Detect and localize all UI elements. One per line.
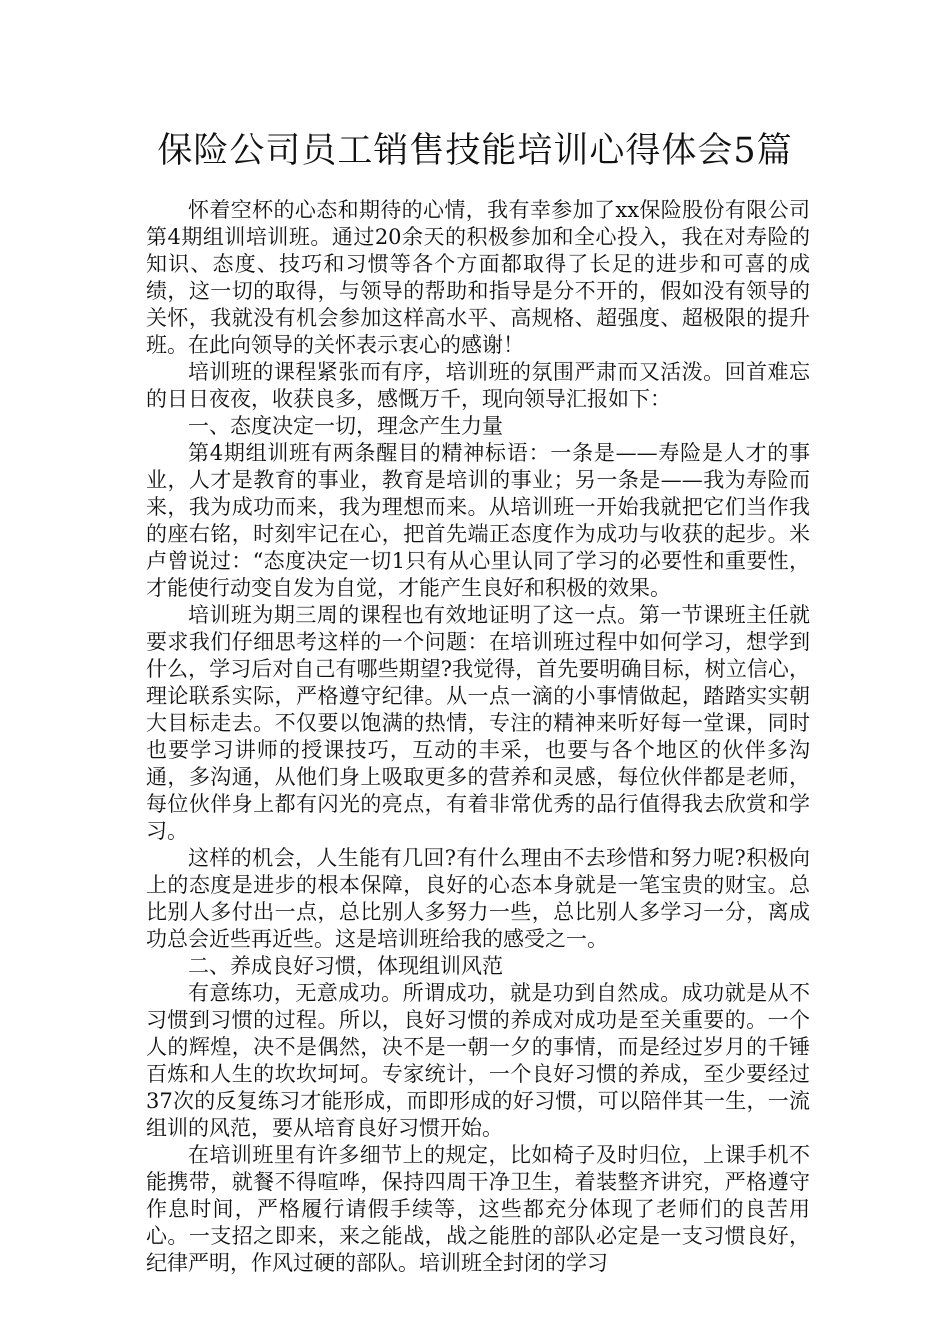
- paragraph-opportunity: 这样的机会，人生能有几回?有什么理由不去珍惜和努力呢?积极向上的态度是进步的根本保障，良好的心态本身就是一笔宝贵的财宝。总比别人多付出一点，总比别人多努力一些，总比别人多学习一分，离成功总会近些再近些。这是培训班给我的感受之一。: [146, 846, 810, 951]
- paragraph-habits: 有意练功，无意成功。所谓成功，就是功到自然成。成功就是从不习惯到习惯的过程。所以，良好习惯的养成对成功是至关重要的。一个人的辉煌，决不是偶然，决不是一朝一夕的事情，而是经过岁月的千锤百炼和人生的坎坎坷坷。专家统计，一个良好习惯的养成，至少要经过37次的反复练习才能形成，而即形成的好习惯，可以陪伴其一生，一流组训的风范，要从培育良好习惯开始。: [146, 981, 810, 1140]
- paragraph-intro: 怀着空杯的心态和期待的心情，我有幸参加了xx保险股份有限公司第4期组训培训班。通过20余天的积极参加和全心投入，我在对寿险的知识、态度、技巧和习惯等各个方面都取得了长足的进步和可喜的成绩，这一切的取得，与领导的帮助和指导是分不开的，假如没有领导的关怀，我就没有机会参加这样高水平、高规格、超强度、超极限的提升班。在此向领导的关怀表示衷心的感谢！: [146, 198, 810, 357]
- paragraph-slogans: 第4期组训班有两条醒目的精神标语：一条是——寿险是人才的事业，人才是教育的事业，教育是培训的事业；另一条是——我为寿险而来，我为成功而来，我为理想而来。从培训班一开始我就把它们当作我的座右铭，时刻牢记在心，把首先端正态度作为成功与收获的起步。米卢曾说过：“态度决定一切1只有从心里认同了学习的必要性和重要性，才能使行动变自发为自觉，才能产生良好和积极的效果。: [146, 441, 810, 600]
- document-body: [146, 197, 810, 1277]
- section-heading-2: 二、养成良好习惯，体现组训风范: [188, 954, 503, 978]
- paragraph-course-summary: 培训班的课程紧张而有序，培训班的氛围严肃而又活泼。回首难忘的日日夜夜，收获良多，感慨万千，现向领导汇报如下：: [146, 360, 810, 411]
- paragraph-three-weeks: 培训班为期三周的课程也有效地证明了这一点。第一节课班主任就要求我们仔细思考这样的一个问题：在培训班过程中如何学习，想学到什么，学习后对自己有哪些期望?我觉得，首先要明确目标，树立信心，理论联系实际，严格遵守纪律。从一点一滴的小事情做起，踏踏实实朝大目标走去。不仅要以饱满的热情，专注的精神来听好每一堂课，同时也要学习讲师的授课技巧，互动的丰采，也要与各个地区的伙伴多沟通，多沟通，从他们身上吸取更多的营养和灵感，每位伙伴都是老师，每位伙伴身上都有闪光的亮点，有着非常优秀的品行值得我去欣赏和学习。: [146, 603, 810, 843]
- document-title: 保险公司员工销售技能培训心得体会5篇: [157, 131, 793, 171]
- section-heading-1: 一、态度决定一切，理念产生力量: [188, 414, 503, 438]
- paragraph-rules: 在培训班里有许多细节上的规定，比如椅子及时归位，上课手机不能携带，就餐不得喧哗，保持四周干净卫生，着装整齐讲究，严格遵守作息时间，严格履行请假手续等，这些都充分体现了老师们的良苦用心。一支招之即来，来之能战，战之能胜的部队必定是一支习惯良好，纪律严明，作风过硬的部队。培训班全封闭的学习: [146, 1143, 810, 1275]
